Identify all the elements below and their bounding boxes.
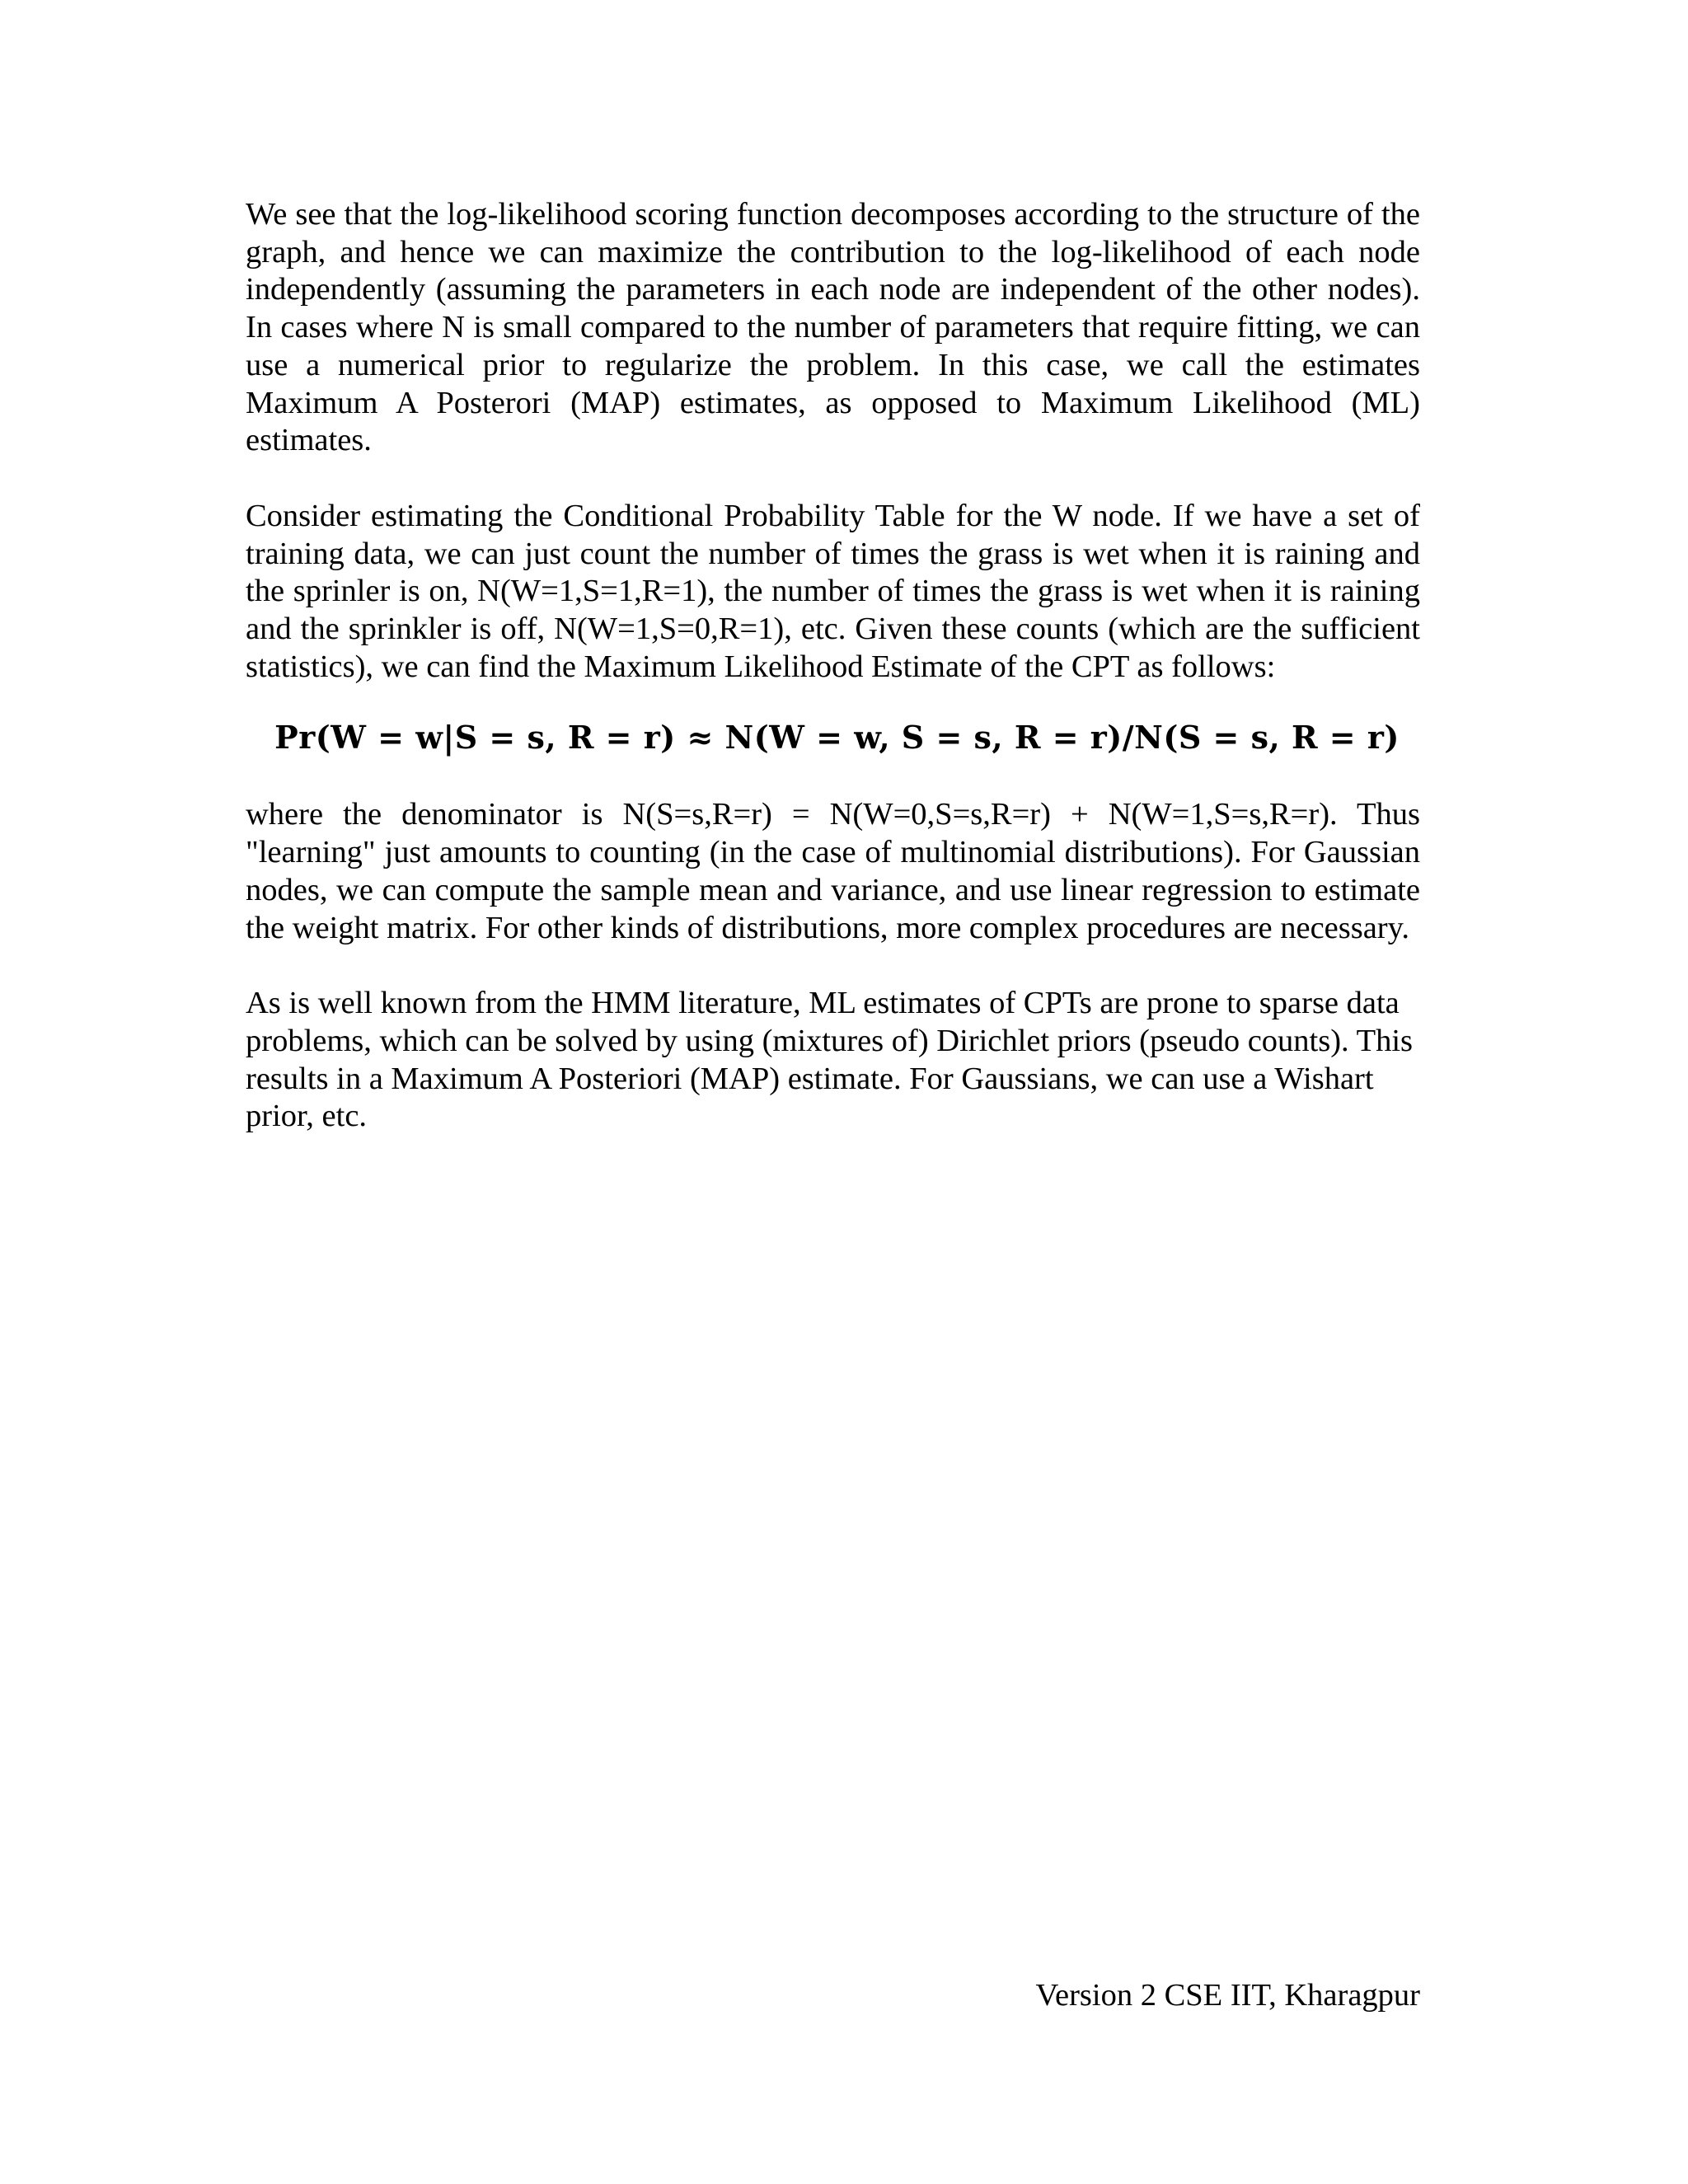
paragraph-denominator: where the denominator is N(S=s,R=r) = N(W=0,S=s,R=r) + N(W=1,S=s,R=r). Thus "learning" just amounts to counting (in the case of multinomial distributions). For Gaussian nodes, we can compute the sample mean and variance, and use linear regression to estimate the weight matrix. For other kinds of distributions, more complex procedures are necessary. [246,797,1420,945]
document-page [246,196,1420,1136]
ml-estimate-equation: Pr(W = w|S = s, R = r) ≈ N(W = w, S = s, R = r)/N(S = s, R = r) [274,719,1400,757]
page-footer: Version 2 CSE IIT, Kharagpur [1035,1978,1420,2013]
paragraph-log-likelihood: We see that the log-likelihood scoring function decomposes according to the structure of the graph, and hence we can maximize the contribution to the log-likelihood of each node independently (assuming the parameters in each node are independent of the other nodes). In cases where N is small compared to the number of parameters that require fitting, we can use a numerical prior to regularize the problem. In this case, we call the estimates Maximum A Posterori (MAP) estimates, as opposed to Maximum Likelihood (ML) estimates. [246,197,1420,458]
paragraph-cpt-estimation: Consider estimating the Conditional Probability Table for the W node. If we have a set of training data, we can just count the number of times the grass is wet when it is raining and the sprinler is on, N(W=1,S=1,R=1), the number of times the grass is wet when it is raining and the sprinkler is off, N(W=1,S=0,R=1), etc. Given these counts (which are the sufficient statistics), we can find the Maximum Likelihood Estimate of the CPT as follows: [246,498,1420,684]
paragraph-dirichlet-priors: As is well known from the HMM literature, ML estimates of CPTs are prone to sparse data problems, which can be solved by using (mixtures of) Dirichlet priors (pseudo counts). This results in a Maximum A Posteriori (MAP) estimate. For Gaussians, we can use a Wishart prior, etc. [246,986,1414,1134]
